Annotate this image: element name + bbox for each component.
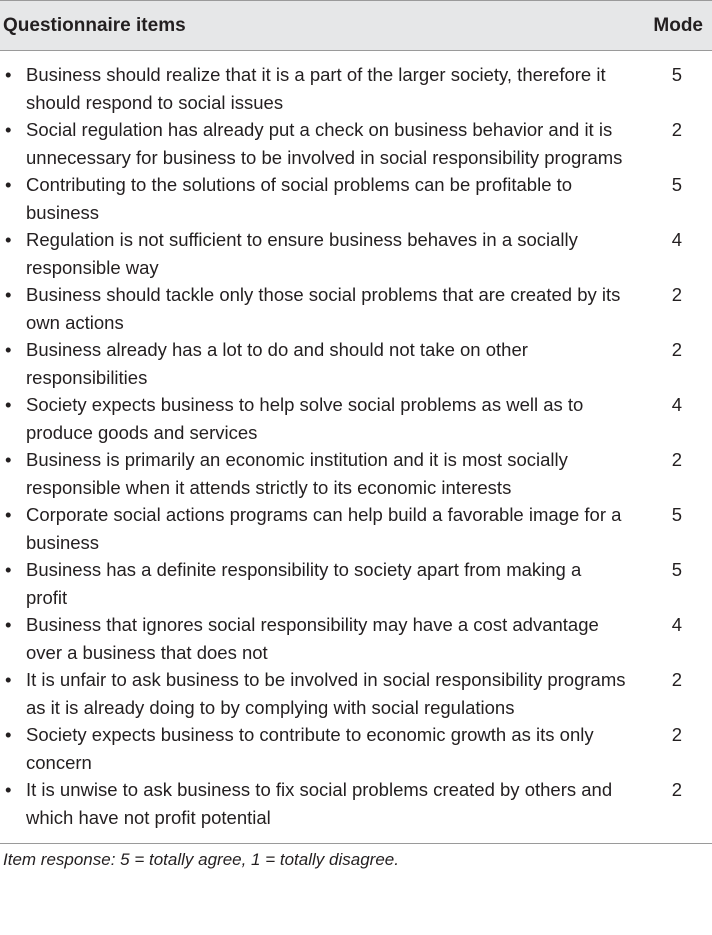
questionnaire-item-text: Regulation is not sufficient to ensure business behaves in a socially responsible way <box>26 229 578 278</box>
mode-value: 2 <box>671 724 682 745</box>
table-body <box>0 51 712 831</box>
mode-value: 2 <box>671 284 682 305</box>
mode-value: 4 <box>671 229 682 250</box>
mode-value: 2 <box>671 339 682 360</box>
questionnaire-item-text: Social regulation has already put a check on business behavior and it is unnecessary for business to be involved in social responsibility programs <box>26 119 623 168</box>
mode-value: 2 <box>671 119 682 140</box>
questionnaire-item-text: Society expects business to contribute to economic growth as its only concern <box>26 724 594 773</box>
bullet-icon: • <box>5 174 12 195</box>
table-row <box>0 61 712 116</box>
questionnaire-item-text: It is unfair to ask business to be involved in social responsibility programs as it is already doing to by complying with social regulations <box>26 669 626 718</box>
table-footnote: Item response: 5 = totally agree, 1 = totally disagree. <box>3 850 399 869</box>
mode-value: 5 <box>671 559 682 580</box>
mode-value: 5 <box>671 174 682 195</box>
questionnaire-item-text: Business should realize that it is a part of the larger society, therefore it should respond to social issues <box>26 64 606 113</box>
bullet-icon: • <box>5 724 12 745</box>
bullet-icon: • <box>5 64 12 85</box>
mode-value: 2 <box>671 669 682 690</box>
table-row <box>0 556 712 611</box>
table-row <box>0 226 712 281</box>
table-header <box>0 0 712 51</box>
bullet-icon: • <box>5 779 12 800</box>
bullet-icon: • <box>5 119 12 140</box>
bullet-icon: • <box>5 559 12 580</box>
table-row <box>0 281 712 336</box>
table-row <box>0 501 712 556</box>
questionnaire-item-text: Business has a definite responsibility to society apart from making a profit <box>26 559 582 608</box>
bullet-icon: • <box>5 284 12 305</box>
mode-value: 2 <box>671 449 682 470</box>
bullet-icon: • <box>5 394 12 415</box>
questionnaire-item-text: Business that ignores social responsibility may have a cost advantage over a business that does not <box>26 614 599 663</box>
questionnaire-item-text: Corporate social actions programs can help build a favorable image for a business <box>26 504 622 553</box>
table-row <box>0 666 712 721</box>
questionnaire-item-text: Business is primarily an economic institution and it is most socially responsible when it attends strictly to its economic interests <box>26 449 568 498</box>
table-row <box>0 171 712 226</box>
bullet-icon: • <box>5 669 12 690</box>
bullet-icon: • <box>5 229 12 250</box>
mode-value: 5 <box>671 64 682 85</box>
mode-value: 2 <box>671 779 682 800</box>
mode-value: 5 <box>671 504 682 525</box>
questionnaire-item-text: It is unwise to ask business to fix social problems created by others and which have not profit potential <box>26 779 613 828</box>
table-row <box>0 776 712 831</box>
questionnaire-item-text: Business already has a lot to do and should not take on other responsibilities <box>26 339 528 388</box>
bullet-icon: • <box>5 339 12 360</box>
questionnaire-item-text: Society expects business to help solve social problems as well as to produce goods and services <box>26 394 584 443</box>
questionnaire-item-text: Business should tackle only those social problems that are created by its own actions <box>26 284 621 333</box>
table-row <box>0 116 712 171</box>
bullet-icon: • <box>5 504 12 525</box>
table-row <box>0 721 712 776</box>
questionnaire-item-text: Contributing to the solutions of social problems can be profitable to business <box>26 174 573 223</box>
table-row <box>0 336 712 391</box>
bullet-icon: • <box>5 449 12 470</box>
bullet-icon: • <box>5 614 12 635</box>
table-row <box>0 446 712 501</box>
table-row <box>0 391 712 446</box>
mode-value: 4 <box>671 614 682 635</box>
header-items-label: Questionnaire items <box>3 14 186 36</box>
table-row <box>0 611 712 666</box>
mode-value: 4 <box>671 394 682 415</box>
header-mode-label: Mode <box>653 14 703 36</box>
